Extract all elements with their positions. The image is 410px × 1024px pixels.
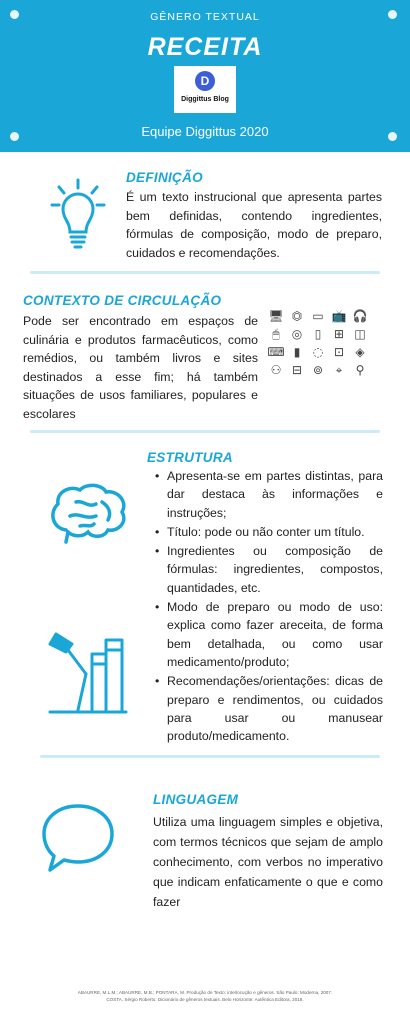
device-icon: 📺	[331, 309, 347, 323]
brain-icon	[46, 480, 130, 544]
device-icon: ▭	[312, 309, 324, 323]
device-icon: ⊟	[291, 363, 303, 377]
device-icon: ⚇	[270, 363, 282, 377]
device-icon: ◌	[312, 345, 324, 359]
devices-icon-grid	[266, 308, 370, 378]
device-icon: ⊡	[333, 345, 345, 359]
list-item: • Modo de preparo ou modo de uso: explica como fazer areceita, de forma bem detalhada, ou como usar medicamento/produto;	[155, 598, 383, 671]
device-icon: 🖥	[268, 309, 284, 323]
section-divider	[40, 755, 380, 758]
header-banner	[0, 0, 410, 152]
language-text: Utiliza uma linguagem simples e objetiva, com termos técnicos que sejam de amplo conhecimento, com verbos no imperativo que indicam enfaticamente o que e como fazer	[153, 815, 383, 909]
device-icon: 🎧	[352, 309, 368, 323]
references	[50, 989, 360, 1003]
list-item: • Apresenta-se em partes distintas, para dar destaca às informações e instruções;	[155, 467, 383, 522]
section-divider	[30, 430, 380, 433]
device-icon: ▮	[293, 345, 301, 359]
logo-text: Diggittus Blog	[181, 96, 229, 103]
definition-text: É um texto instrucional que apresenta partes bem definidas, contendo ingredientes, fórmulas de composição, modo de preparo, cuidados e recomendações.	[126, 190, 382, 260]
device-icon: ◎	[291, 327, 303, 341]
device-icon: ▯	[314, 327, 322, 341]
device-icon: 🖱	[272, 327, 280, 341]
reference-line: COSTA, Sérgio Roberto. Dicionário de gêneros textuais. Belo Horizonte: Autêntica Editora, 2018.	[106, 997, 304, 1002]
list-item: • Ingredientes ou composição de fórmulas: ingredientes, compostos, quantidades, etc.	[155, 542, 383, 597]
device-icon: ⏣	[291, 309, 303, 323]
team-label: Equipe Diggittus 2020	[141, 124, 269, 139]
section-divider	[30, 271, 380, 274]
blog-logo	[174, 66, 236, 113]
context-title: CONTEXTO DE CIRCULAÇÃO	[23, 293, 222, 308]
device-icon: ◈	[355, 345, 365, 359]
structure-title: ESTRUTURA	[147, 450, 233, 465]
lightbulb-icon	[50, 178, 106, 250]
device-icon: ⊚	[312, 363, 324, 377]
device-icon: ◫	[354, 327, 366, 341]
list-item: • Título: pode ou não conter um título.	[155, 523, 383, 541]
structure-list	[155, 467, 383, 746]
list-item: • Recomendações/orientações: dicas de preparo e rendimentos, ou cuidados para usar ou manusear produto/medicamento.	[155, 672, 383, 745]
logo-letter: D	[195, 71, 215, 91]
definition-title: DEFINIÇÃO	[126, 170, 203, 185]
genre-label: GÊNERO TEXTUAL	[150, 11, 260, 23]
context-text: Pode ser encontrado em espaços de culinária e produtos farmacêuticos, como remédios, ou também livros e sites destinados a esse fim; há também situações de usos familiares, populares e escolares	[23, 314, 258, 421]
device-icon: ⌖	[335, 363, 343, 377]
device-icon: ⌨	[267, 345, 285, 359]
device-icon: ⊞	[333, 327, 345, 341]
device-icon: ⚲	[355, 363, 365, 377]
speech-bubble-icon	[40, 800, 116, 876]
reference-line: ABAURRE, M.L.M.; ABAURRE, M.B.; PONTARA, M. Produção de Texto: interlocução e gêneros. São Paulo: Moderna, 2007.	[77, 990, 333, 995]
page-title: RECEITA	[147, 33, 263, 61]
desk-lamp-books-icon	[48, 630, 128, 714]
language-title: LINGUAGEM	[153, 792, 239, 807]
